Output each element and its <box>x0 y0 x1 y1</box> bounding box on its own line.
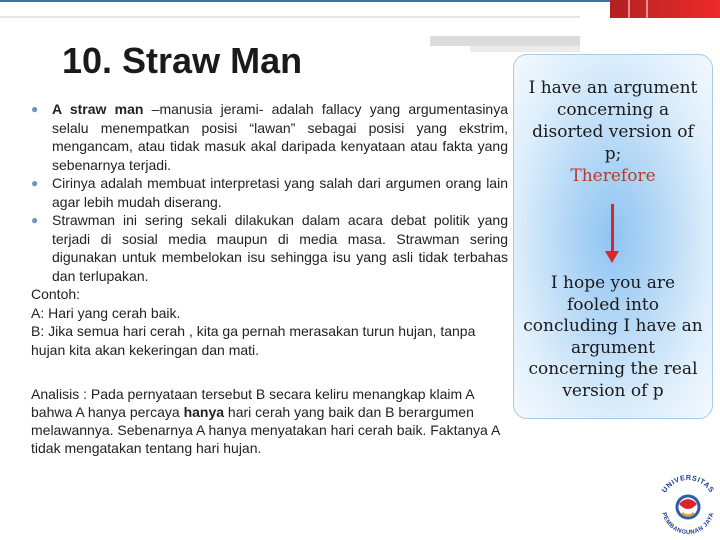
logo-swoosh-icon <box>682 513 694 516</box>
slide-title: 10. Straw Man <box>62 40 303 81</box>
analysis-text <box>31 385 508 457</box>
analysis-after: hari cerah yang baik dan B berargumen melawannya. Sebenarnya A hanya menyatakan hari cerah baik. Faktanya A tidak mengatakan tentang hari hujan. <box>31 404 500 456</box>
svg-text:UNIVERSITAS <box>660 473 717 494</box>
callout-top-text <box>524 77 702 187</box>
example-a: A: Hari yang cerah baik. <box>31 304 181 321</box>
bullet-text: Cirinya adalah membuat interpretasi yang salah dari argumen orang lain agar lebih mudah diserang. <box>52 175 508 210</box>
analysis-before: Analisis : Pada pernyataan tersebut B secara keliru menangkap klaim A bahwa A hanya percaya <box>31 386 474 420</box>
slide-body <box>31 100 508 457</box>
bullet-icon: ● <box>31 213 39 227</box>
top-blue-line <box>0 0 610 2</box>
callout-therefore: Therefore <box>570 166 656 186</box>
term-bold: A straw man <box>52 101 144 117</box>
callout-conclusion: I hope you are fooled into concluding I have an argument concerning the real version of p <box>523 273 703 401</box>
logo-bottom-arc: PEMBANGUNAN JAYA <box>660 511 716 537</box>
example-label: Contoh: <box>31 286 81 302</box>
example-b: B: Jika semua hari cerah , kita ga pernah merasakan turun hujan, tanpa hujan kita akan kekeringan dan mati. <box>31 323 476 358</box>
callout-box <box>513 54 713 419</box>
logo-top-arc: UNIVERSITAS <box>659 472 717 495</box>
bullet-text: –manusia jerami- adalah fallacy yang argumentasinya selalu menempatkan posisi “lawan” sebagai posisi yang ekstrim, mengancam, atau tidak masuk akal daripada kenyataan atau fakta yang sebenarnya terjadi. <box>52 101 508 173</box>
university-logo <box>652 464 720 540</box>
bullet-item <box>31 100 508 174</box>
gray-accent-bar <box>430 36 580 46</box>
gray-accent-bar-small <box>470 46 580 52</box>
bullet-icon: ● <box>31 176 39 190</box>
bullet-list <box>31 100 508 285</box>
top-decoration <box>0 0 720 18</box>
bullet-item <box>31 211 508 285</box>
top-red-block <box>610 0 720 18</box>
top-gray-line <box>0 16 580 18</box>
bullet-text: Strawman ini sering sekali dilakukan dalam acara debat politik yang terjadi di sosial media maupun di media masa. Strawman sering digunakan untuk membelokan isu sehingga isu yang asli tidak terbahas dan terlupakan. <box>52 212 508 284</box>
analysis-emphasis: hanya <box>183 404 225 420</box>
callout-premise: I have an argument concerning a disorted version of p; <box>528 78 698 164</box>
bullet-item <box>31 174 508 211</box>
down-arrow-icon <box>611 204 614 252</box>
logo-emblem-icon <box>679 499 697 509</box>
spacer <box>31 359 508 385</box>
bullet-icon: ● <box>31 102 39 116</box>
arrow-head-icon <box>605 251 619 263</box>
